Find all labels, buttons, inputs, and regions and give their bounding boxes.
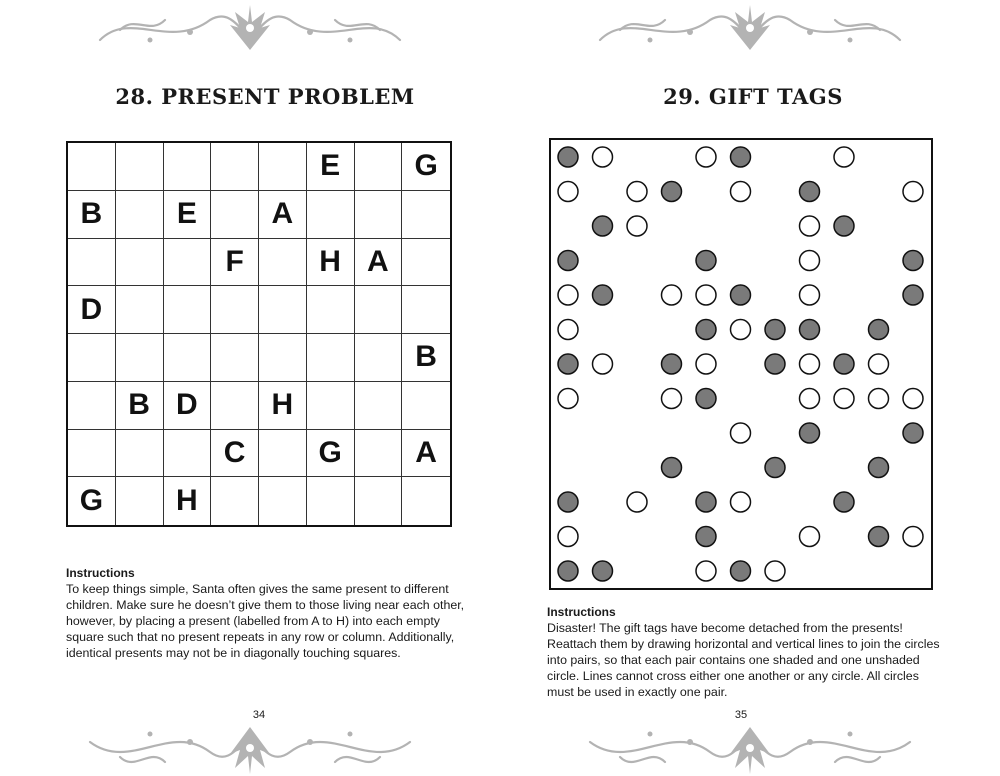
shaded-circle[interactable] (558, 251, 578, 271)
grid-cell[interactable] (259, 239, 307, 287)
holly-garland-icon (90, 0, 410, 58)
grid-cell[interactable] (307, 334, 355, 382)
unshaded-circle[interactable] (800, 251, 820, 271)
grid-cell: B (68, 191, 116, 239)
shaded-circle[interactable] (662, 182, 682, 202)
unshaded-circle[interactable] (627, 182, 647, 202)
grid-cell[interactable] (211, 334, 259, 382)
holly-garland-icon (590, 0, 910, 58)
unshaded-circle[interactable] (696, 561, 716, 581)
shaded-circle[interactable] (558, 492, 578, 512)
unshaded-circle[interactable] (800, 285, 820, 305)
shaded-circle[interactable] (696, 527, 716, 547)
shaded-circle[interactable] (903, 285, 923, 305)
grid-cell[interactable] (164, 334, 212, 382)
grid-cell[interactable] (259, 143, 307, 191)
unshaded-circle[interactable] (558, 182, 578, 202)
grid-cell[interactable] (307, 191, 355, 239)
grid-cell: H (164, 477, 212, 525)
instructions-text: To keep things simple, Santa often gives the same present to different children. Make sure he doesn’t give them to those living near each other, however, by placing a present (labelled from A to H) into each empty square such that no present repeats in any row or column. Additionally, identical presents may not be in diagonally touching squares. (66, 582, 465, 660)
shaded-circle[interactable] (765, 354, 785, 374)
shaded-circle[interactable] (593, 285, 613, 305)
grid-cell[interactable] (211, 143, 259, 191)
unshaded-circle[interactable] (696, 285, 716, 305)
grid-cell[interactable] (116, 239, 164, 287)
shaded-circle[interactable] (696, 320, 716, 340)
grid-cell: A (402, 430, 450, 478)
unshaded-circle[interactable] (696, 354, 716, 374)
grid-cell[interactable] (355, 430, 403, 478)
unshaded-circle[interactable] (903, 182, 923, 202)
shaded-circle[interactable] (558, 147, 578, 167)
grid-cell[interactable] (116, 191, 164, 239)
instructions-text: Disaster! The gift tags have become detached from the presents! Reattach them by drawing horizontal and vertical lines to join the circles into pairs, so that each pair contains one shaded and one unshaded circle. Lines cannot cross either one another or any circle. All circles must be used in exactly one pair. (547, 621, 940, 699)
grid-cell[interactable] (68, 334, 116, 382)
instructions-heading: Instructions (547, 605, 616, 619)
grid-cell: B (402, 334, 450, 382)
unshaded-circle[interactable] (731, 182, 751, 202)
shaded-circle[interactable] (696, 251, 716, 271)
grid-cell: G (402, 143, 450, 191)
grid-cell[interactable] (259, 334, 307, 382)
grid-cell[interactable] (116, 334, 164, 382)
shaded-circle[interactable] (903, 423, 923, 443)
shaded-circle[interactable] (869, 527, 889, 547)
shaded-circle[interactable] (731, 147, 751, 167)
shaded-circle[interactable] (558, 354, 578, 374)
grid-cell[interactable] (307, 382, 355, 430)
unshaded-circle[interactable] (731, 320, 751, 340)
circle-board (549, 138, 933, 590)
grid-cell[interactable] (68, 382, 116, 430)
unshaded-circle[interactable] (696, 147, 716, 167)
grid-cell[interactable] (211, 382, 259, 430)
grid-cell[interactable] (68, 430, 116, 478)
shaded-circle[interactable] (696, 389, 716, 409)
unshaded-circle[interactable] (593, 147, 613, 167)
grid-cell[interactable] (307, 286, 355, 334)
unshaded-circle[interactable] (834, 389, 854, 409)
grid-cell[interactable] (355, 477, 403, 525)
grid-cell: H (259, 382, 307, 430)
shaded-circle[interactable] (800, 182, 820, 202)
shaded-circle[interactable] (558, 561, 578, 581)
unshaded-circle[interactable] (834, 147, 854, 167)
unshaded-circle[interactable] (869, 389, 889, 409)
shaded-circle[interactable] (800, 423, 820, 443)
shaded-circle[interactable] (834, 492, 854, 512)
grid-cell: G (68, 477, 116, 525)
grid-cell: A (259, 191, 307, 239)
grid-cell[interactable] (211, 191, 259, 239)
unshaded-circle[interactable] (558, 389, 578, 409)
shaded-circle[interactable] (593, 216, 613, 236)
page-number: 34 (252, 709, 266, 721)
grid-cell[interactable] (402, 477, 450, 525)
circle-board-canvas (551, 140, 931, 588)
shaded-circle[interactable] (593, 561, 613, 581)
grid-cell[interactable] (116, 286, 164, 334)
grid-cell[interactable] (211, 477, 259, 525)
grid-cell[interactable] (402, 286, 450, 334)
page-number: 35 (734, 709, 748, 721)
grid-cell[interactable] (259, 477, 307, 525)
grid-cell: A (355, 239, 403, 287)
puzzle-title: 29. GIFT TAGS (663, 84, 843, 109)
grid-cell[interactable] (355, 286, 403, 334)
grid-cell[interactable] (164, 143, 212, 191)
grid-cell: E (164, 191, 212, 239)
grid-cell[interactable] (355, 191, 403, 239)
grid-cell: H (307, 239, 355, 287)
shaded-circle[interactable] (834, 216, 854, 236)
grid-cell: C (211, 430, 259, 478)
grid-cell[interactable] (164, 239, 212, 287)
shaded-circle[interactable] (696, 492, 716, 512)
grid-cell: B (116, 382, 164, 430)
unshaded-circle[interactable] (662, 389, 682, 409)
letter-grid (66, 141, 452, 527)
shaded-circle[interactable] (662, 458, 682, 478)
shaded-circle[interactable] (731, 561, 751, 581)
instructions-heading: Instructions (66, 566, 135, 580)
grid-cell[interactable] (307, 477, 355, 525)
unshaded-circle[interactable] (593, 354, 613, 374)
grid-cell: D (68, 286, 116, 334)
holly-garland-icon (580, 712, 920, 776)
shaded-circle[interactable] (731, 285, 751, 305)
grid-cell[interactable] (164, 430, 212, 478)
grid-cell[interactable] (116, 143, 164, 191)
shaded-circle[interactable] (869, 458, 889, 478)
grid-cell[interactable] (211, 286, 259, 334)
shaded-circle[interactable] (765, 458, 785, 478)
grid-cell[interactable] (259, 430, 307, 478)
shaded-circle[interactable] (662, 354, 682, 374)
grid-cell[interactable] (355, 334, 403, 382)
grid-cell[interactable] (355, 143, 403, 191)
shaded-circle[interactable] (869, 320, 889, 340)
unshaded-circle[interactable] (731, 423, 751, 443)
unshaded-circle[interactable] (800, 354, 820, 374)
unshaded-circle[interactable] (765, 561, 785, 581)
grid-cell[interactable] (116, 477, 164, 525)
shaded-circle[interactable] (765, 320, 785, 340)
grid-cell[interactable] (402, 191, 450, 239)
grid-cell[interactable] (402, 382, 450, 430)
shaded-circle[interactable] (903, 251, 923, 271)
grid-cell: G (307, 430, 355, 478)
unshaded-circle[interactable] (800, 216, 820, 236)
grid-cell[interactable] (402, 239, 450, 287)
grid-cell[interactable] (164, 286, 212, 334)
unshaded-circle[interactable] (558, 285, 578, 305)
puzzle-title: 28. PRESENT PROBLEM (115, 84, 415, 109)
grid-cell[interactable] (68, 143, 116, 191)
grid-cell[interactable] (116, 430, 164, 478)
unshaded-circle[interactable] (903, 527, 923, 547)
unshaded-circle[interactable] (558, 320, 578, 340)
unshaded-circle[interactable] (558, 527, 578, 547)
holly-garland-icon (80, 712, 420, 776)
unshaded-circle[interactable] (731, 492, 751, 512)
unshaded-circle[interactable] (800, 389, 820, 409)
grid-cell[interactable] (68, 239, 116, 287)
grid-cell[interactable] (259, 286, 307, 334)
grid-cell: D (164, 382, 212, 430)
shaded-circle[interactable] (834, 354, 854, 374)
unshaded-circle[interactable] (800, 527, 820, 547)
unshaded-circle[interactable] (869, 354, 889, 374)
shaded-circle[interactable] (800, 320, 820, 340)
grid-cell: F (211, 239, 259, 287)
unshaded-circle[interactable] (627, 216, 647, 236)
grid-cell[interactable] (355, 382, 403, 430)
grid-cell: E (307, 143, 355, 191)
unshaded-circle[interactable] (903, 389, 923, 409)
unshaded-circle[interactable] (662, 285, 682, 305)
unshaded-circle[interactable] (627, 492, 647, 512)
